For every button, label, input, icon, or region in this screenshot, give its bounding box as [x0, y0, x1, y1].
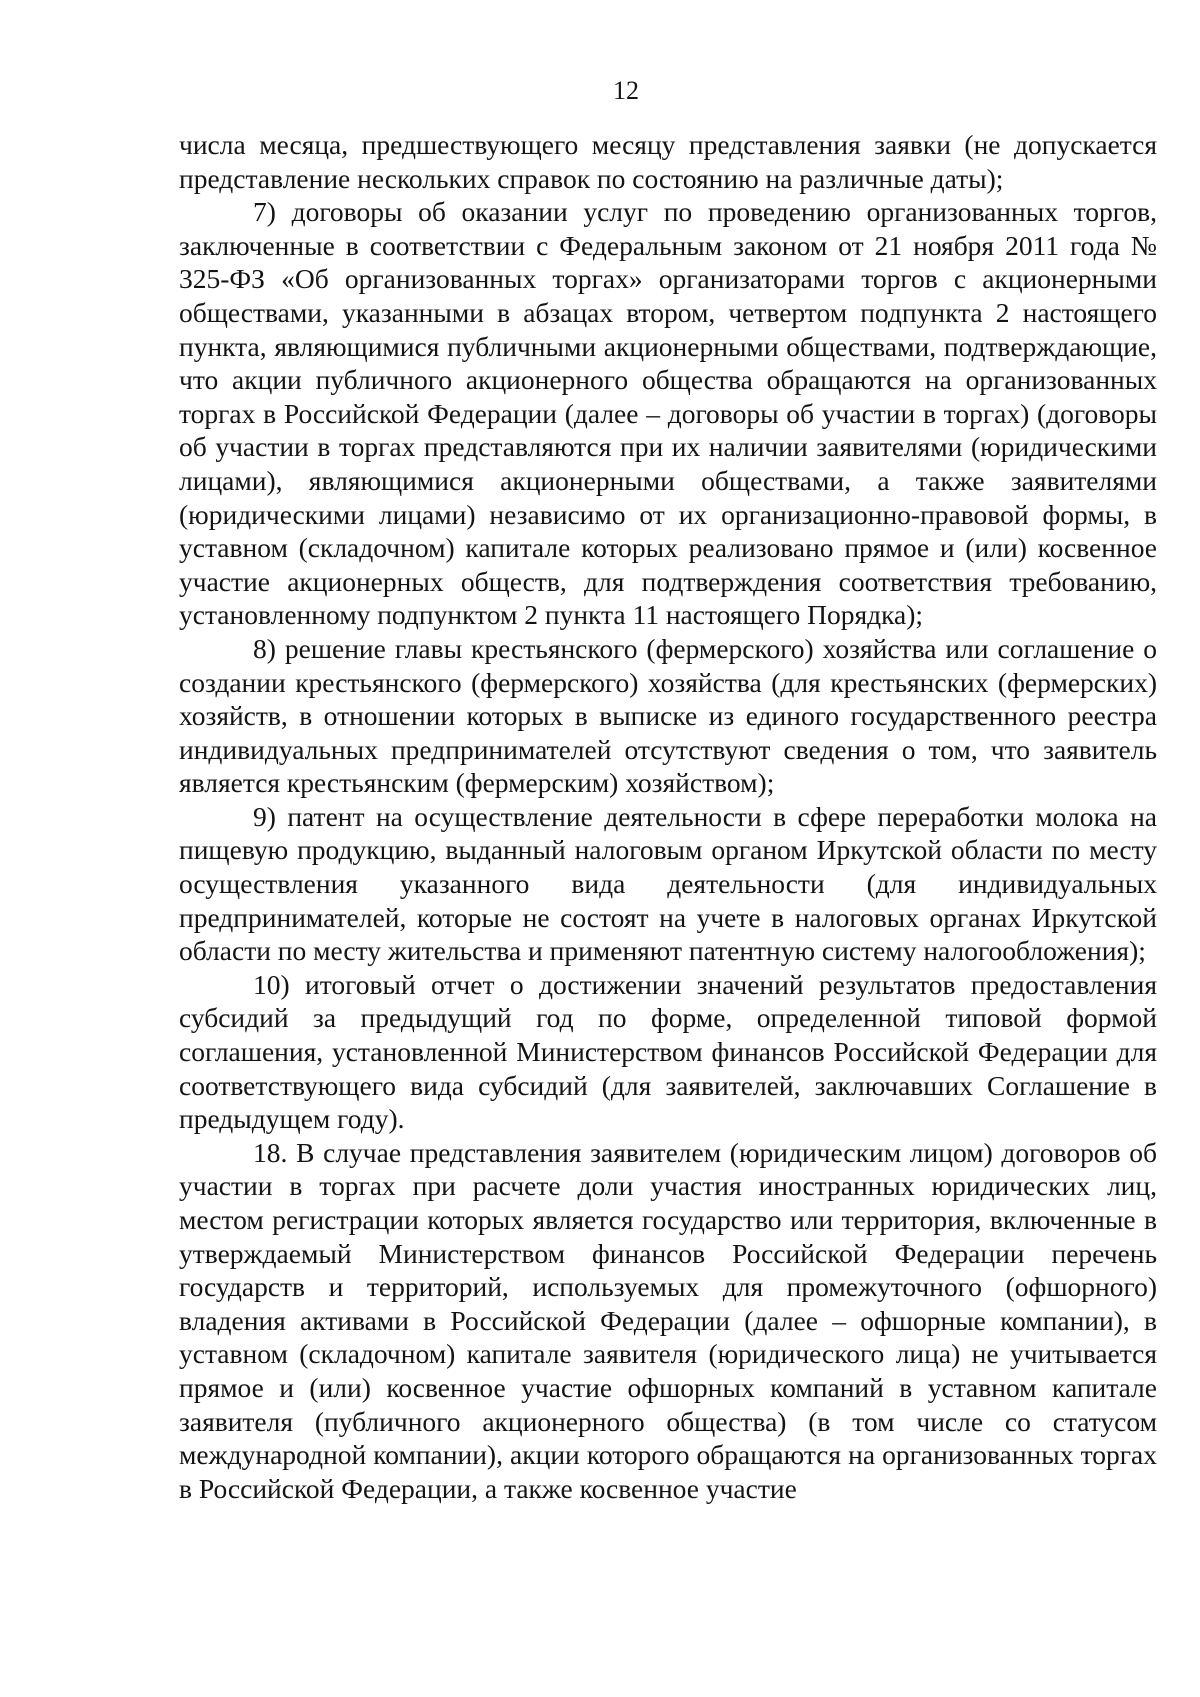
document-body [179, 128, 1157, 1505]
paragraph-item-10: 10) итоговый отчет о достижении значений результатов предоставления субсидий за предыдущий год по форме, определенной типовой формой соглашения, установленной Министерством финансов Российской Федерации для соответствующего вида субсидий (для заявителей, заключавших Соглашение в предыдущем году). [179, 968, 1157, 1135]
paragraph-section-18: 18. В случае представления заявителем (юридическим лицом) договоров об участии в торгах при расчете доли участия иностранных юридических лиц, местом регистрации которых является государство или территория, включенные в утверждаемый Министерством финансов Российской Федерации перечень государств и территорий, используемых для промежуточного (офшорного) владения активами в Российской Федерации (далее – офшорные компании), в уставном (складочном) капитале заявителя (юридического лица) не учитывается прямое и (или) косвенное участие офшорных компаний в уставном капитале заявителя (публичного акционерного общества) (в том числе со статусом международной компании), акции которого обращаются на организованных торгах в Российской Федерации, а также косвенное участие [179, 1136, 1157, 1504]
paragraph-item-9: 9) патент на осуществление деятельности в сфере переработки молока на пищевую продукцию, выданный налоговым органом Иркутской области по месту осуществления указанного вида деятельности (для индивидуальных предпринимателей, которые не состоят на учете в налоговых органах Иркутской области по месту жительства и применяют патентную систему налогообложения); [179, 800, 1157, 967]
paragraph-continuation: числа месяца, предшествующего месяцу представления заявки (не допускается представление нескольких справок по состоянию на различные даты); [179, 129, 1157, 194]
page-number: 12 [613, 76, 639, 105]
paragraph-item-7: 7) договоры об оказании услуг по проведению организованных торгов, заключенные в соответствии с Федеральным законом от 21 ноября 2011 года № 325-ФЗ «Об организованных торгах» организаторами торгов с акционерными обществами, указанными в абзацах втором, четвертом подпункта 2 настоящего пункта, являющимися публичными акционерными обществами, подтверждающие, что акции публичного акционерного общества обращаются на организованных торгах в Российской Федерации (далее – договоры об участии в торгах) (договоры об участии в торгах представляются при их наличии заявителями (юридическими лицами), являющимися акционерными обществами, а также заявителями (юридическими лицами) независимо от их организационно-правовой формы, в уставном (складочном) капитале которых реализовано прямое и (или) косвенное участие акционерных обществ, для подтверждения соответствия требованию, установленному подпунктом 2 пункта 11 настоящего Порядка); [179, 196, 1157, 631]
paragraph-item-8: 8) решение главы крестьянского (фермерского) хозяйства или соглашение о создании крестьянского (фермерского) хозяйства (для крестьянских (фермерских) хозяйств, в отношении которых в выписке из единого государственного реестра индивидуальных предпринимателей отсутствуют сведения о том, что заявитель является крестьянским (фермерским) хозяйством); [179, 632, 1157, 799]
